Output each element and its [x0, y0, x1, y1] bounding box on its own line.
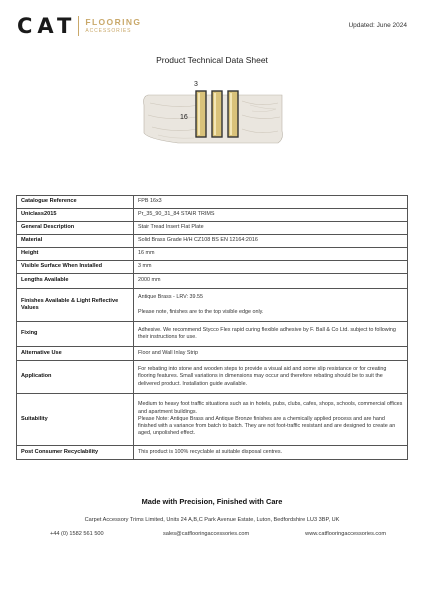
row-value: Floor and Wall Inlay Strip	[134, 347, 408, 361]
logo-subtitle	[85, 18, 141, 34]
table-row	[17, 289, 408, 322]
row-value: This product is 100% recyclable at suitable disposal centres.	[134, 446, 408, 460]
row-value: 3 mm	[134, 261, 408, 274]
row-label: General Description	[17, 222, 134, 235]
row-value: Adhesive. We recommend Stycco Flex rapid curing flexible adhesive by F. Ball & Co Ltd. subject to following their instructions for use.	[134, 322, 408, 347]
row-value: Solid Brass Grade H/H CZ108 BS EN 12164:2016	[134, 235, 408, 248]
table-row	[17, 394, 408, 446]
row-value	[134, 289, 408, 322]
suitability-note: Please Note: Antique Brass and Antique Bronze finishes are a chemically applied process and are hand finished with a variance from batch to batch. They are not foot-traffic resistant and are designed to create an aged, unpolished effect.	[138, 415, 396, 437]
row-label: Application	[17, 361, 134, 394]
table-row	[17, 361, 408, 394]
table-row	[17, 209, 408, 222]
updated-date: Updated: June 2024	[348, 22, 407, 29]
finish-lrv: Antique Brass - LRV: 39.55	[138, 294, 204, 301]
row-label: Suitability	[17, 394, 134, 446]
footer-address: Carpet Accessory Trims Limited, Units 24 A,B,C Park Avenue Estate, Luton, Bedfordshire LU3 3BP, UK	[84, 517, 340, 523]
table-row	[17, 322, 408, 347]
row-label: Height	[17, 248, 134, 261]
table-row	[17, 248, 408, 261]
finish-note: Please note, finishes are to the top visible edge only.	[138, 308, 264, 315]
brass-insert-3	[228, 91, 238, 137]
brand-logo[interactable]	[17, 14, 141, 38]
row-label: Material	[17, 235, 134, 248]
footer-email-link[interactable]: sales@catflooringaccessories.com	[163, 531, 250, 537]
row-value: 2000 mm	[134, 274, 408, 289]
footer-phone[interactable]: +44 (0) 1582 561 500	[50, 531, 104, 537]
row-label: Post Consumer Recyclability	[17, 446, 134, 460]
table-row	[17, 274, 408, 289]
footer-website-link[interactable]: www.catflooringaccessories.com	[305, 531, 386, 537]
table-row	[17, 235, 408, 248]
row-label: Finishes Available & Light Reflective Values	[17, 289, 134, 322]
row-value: Pr_35_90_31_84 STAIR TRIMS	[134, 209, 408, 222]
row-value: 16 mm	[134, 248, 408, 261]
logo-wordmark: CAT	[17, 14, 77, 38]
logo-subtitle-line2: ACCESSORIES	[85, 27, 132, 34]
row-value: For rebating into stone and wooden steps to provide a visual aid and some slip resistance or for creating flooring features. Small variations in dimensions may occur and therefore rebating should be to suit the delivered product. Installation guide available.	[134, 361, 408, 394]
page-title: Product Technical Data Sheet	[156, 55, 268, 65]
row-value	[134, 394, 408, 446]
footer-tagline: Made with Precision, Finished with Care	[141, 497, 283, 506]
brass-highlight-1	[198, 93, 200, 135]
brass-insert-1	[196, 91, 206, 137]
dimension-label-top: 3	[194, 81, 198, 88]
spec-table	[16, 195, 408, 460]
row-value: Stair Tread Insert Flat Plate	[134, 222, 408, 235]
row-label: Visible Surface When Installed	[17, 261, 134, 274]
brass-inserts	[196, 91, 238, 137]
row-label: Fixing	[17, 322, 134, 347]
dimension-label-side: 16	[180, 114, 188, 121]
brass-highlight-3	[230, 93, 232, 135]
table-row	[17, 446, 408, 460]
row-label: Catalogue Reference	[17, 196, 134, 209]
header	[0, 0, 424, 50]
table-row	[17, 261, 408, 274]
row-label: Alternative Use	[17, 347, 134, 361]
table-row	[17, 222, 408, 235]
logo-divider	[78, 16, 79, 36]
row-value: FPB 16x3	[134, 196, 408, 209]
logo-subtitle-line1: FLOORING	[85, 17, 142, 28]
row-label: Uniclass2015	[17, 209, 134, 222]
table-row	[17, 347, 408, 361]
table-row	[17, 196, 408, 209]
brass-highlight-2	[214, 93, 216, 135]
suitability-text: Medium to heavy foot traffic situations such as in hotels, pubs, clubs, cafes, shops, schools, commercial offices and apartment buildings.	[138, 401, 403, 415]
row-label: Lengths Available	[17, 274, 134, 289]
product-drawing	[138, 75, 286, 160]
brass-insert-2	[212, 91, 222, 137]
